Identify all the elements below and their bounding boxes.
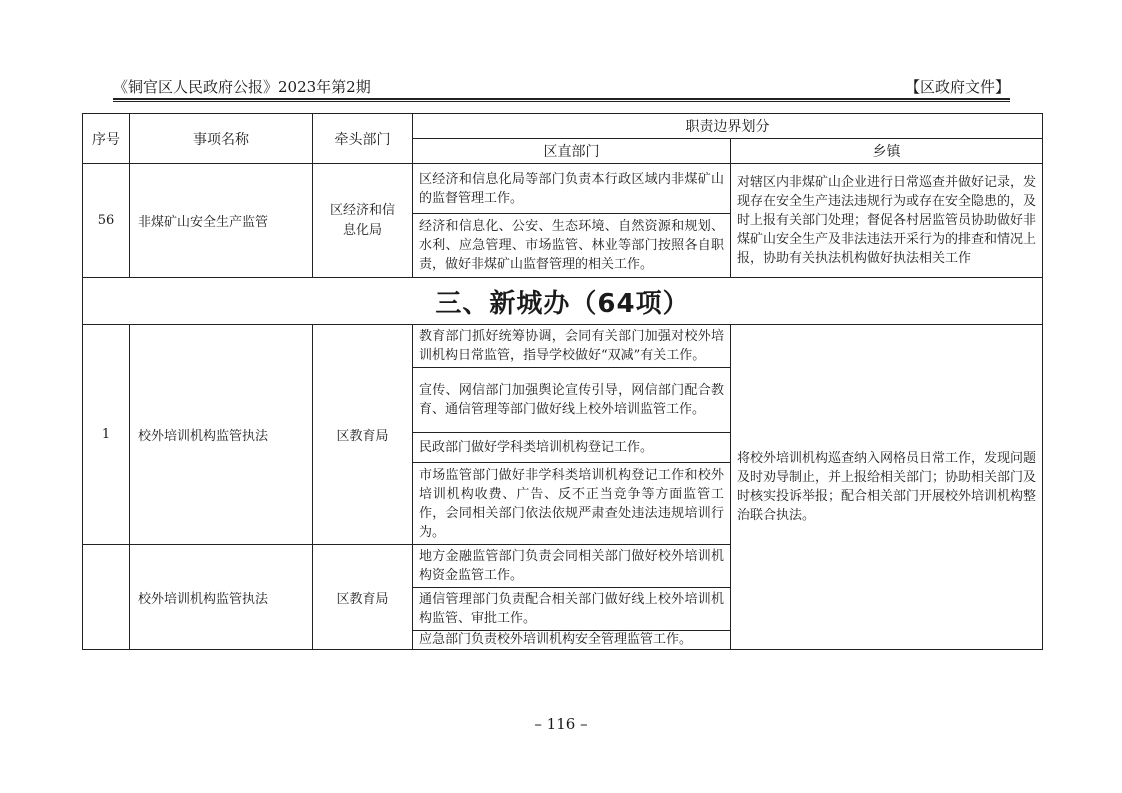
section-row [83,278,1043,325]
section-title: 三、新城办（64项） [83,278,1043,325]
district-duty: 地方金融监管部门负责会同相关部门做好校外培训机构资金监管工作。 [413,545,731,588]
publication-title: 《铜官区人民政府公报》2023年第2期 [113,78,371,96]
item-name: 非煤矿山安全生产监管 [130,164,313,278]
page-number: – 116 – [534,715,588,733]
table-header-row [83,114,1043,139]
district-duty: 民政部门做好学科类培训机构登记工作。 [413,433,731,463]
township-duty: 将校外培训机构巡查纳入网格员日常工作，发现问题及时劝导制止，并上报给相关部门；协助相关部门及时核实投诉举报；配合相关部门开展校外培训机构整治联合执法。 [731,325,1043,650]
district-duty: 通信管理部门负责配合相关部门做好线上校外培训机构监管、审批工作。 [413,588,731,631]
lead-dept: 区教育局 [313,545,413,650]
row-number [83,545,130,650]
row-number: 1 [83,325,130,545]
header-item-name: 事项名称 [130,114,313,164]
district-duty: 区经济和信息化局等部门负责本行政区域内非煤矿山的监督管理工作。 [413,164,731,214]
section-tag: 【区政府文件】 [904,78,1010,96]
header-rule-thick [113,98,1010,100]
district-duty: 宣传、网信部门加强舆论宣传引导，网信部门配合教育、通信管理等部门做好线上校外培训监管工作。 [413,368,731,433]
item-name: 校外培训机构监管执法 [130,545,313,650]
header-rule-thin [113,101,1010,102]
header-duty-division: 职责边界划分 [413,114,1043,139]
table-row [83,325,1043,368]
district-duty: 市场监管部门做好非学科类培训机构登记工作和校外培训机构收费、广告、反不正当竞争等方面监管工作，会同相关部门依法依规严肃查处违法违规培训行为。 [413,463,731,545]
lead-dept: 区教育局 [313,325,413,545]
district-duty: 应急部门负责校外培训机构安全管理监管工作。 [413,631,731,650]
district-duty: 经济和信息化、公安、生态环境、自然资源和规划、水利、应急管理、市场监管、林业等部门按照各自职责，做好非煤矿山监督管理的相关工作。 [413,214,731,278]
lead-dept: 区经济和信息化局 [313,164,413,278]
table-row [83,164,1043,214]
header-township: 乡镇 [731,139,1043,164]
item-name: 校外培训机构监管执法 [130,325,313,545]
township-duty: 对辖区内非煤矿山企业进行日常巡查并做好记录，发现存在安全生产违法违规行为或存在安全隐患的，及时上报有关部门处理；督促各村居监管员协助做好非煤矿山安全生产及非法违法开采行为的排查和情况上报，协助有关执法机构做好执法相关工作 [731,164,1043,278]
row-number: 56 [83,164,130,278]
header-no: 序号 [83,114,130,164]
header-district-dept: 区直部门 [413,139,731,164]
district-duty: 教育部门抓好统筹协调，会同有关部门加强对校外培训机构日常监管，指导学校做好“双减”有关工作。 [413,325,731,368]
page-header [113,74,1010,98]
duty-table [82,113,1043,650]
header-lead-dept: 牵头部门 [313,114,413,164]
